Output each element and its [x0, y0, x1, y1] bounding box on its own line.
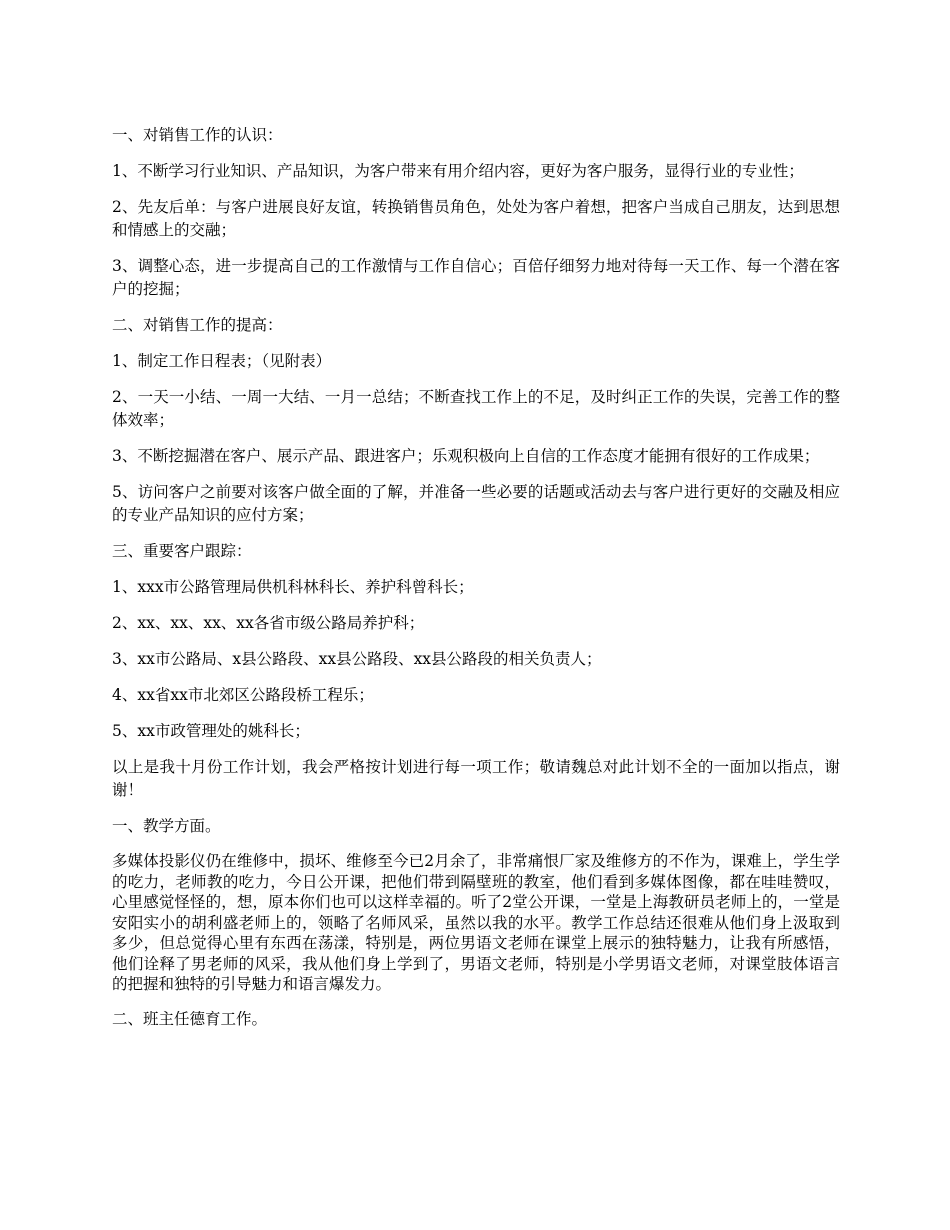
- paragraph-item: 1、不断学习行业知识、产品知识，为客户带来有用介绍内容，更好为客户服务，显得行业的专业性；: [112, 162, 804, 180]
- paragraph-item: 2、一天一小结、一周一大结、一月一总结；不断查找工作上的不足，及时纠正工作的失误，完善工作的整体效率；: [112, 388, 840, 429]
- teaching-paragraph: 多媒体投影仪仍在维修中，损坏、维修至今已2月余了，非常痛恨厂家及维修方的不作为，课难上，学生学的吃力，老师教的吃力，今日公开课，把他们带到隔壁班的教室，他们看到多媒体图像，都在哇哇赞叹，心里感觉怪怪的，想，原本你们也可以这样幸福的。听了2堂公开课，一堂是上海教研员老师上的，一堂是安阳实小的胡利盛老师上的，领略了名师风采，虽然以我的水平。教学工作总结还很难从他们身上汲取到多少，但总觉得心里有东西在荡漾，特别是，两位男语文老师在课堂上展示的独特魅力，让我有所感悟，他们诠释了男老师的风采，我从他们身上学到了，男语文老师，特别是小学男语文老师，对课堂肢体语言的把握和独特的引导魅力和语言爆发力。: [112, 852, 840, 993]
- client-item: 2、xx、xx、xx、xx各省市级公路局养护科；: [112, 614, 425, 632]
- client-item: 3、xx市公路局、x县公路段、xx县公路段、xx县公路段的相关负责人；: [112, 650, 602, 668]
- document-page: [112, 124, 840, 1044]
- paragraph-item: 3、调整心态，进一步提高自己的工作激情与工作自信心；百倍仔细努力地对待每一天工作、每一个潜在客户的挖掘；: [112, 257, 840, 298]
- paragraph-item: 1、制定工作日程表；（见附表）: [112, 352, 332, 370]
- section-heading-sales-understanding: 一、对销售工作的认识：: [112, 126, 283, 144]
- paragraph-item: 5、访问客户之前要对该客户做全面的了解，并准备一些必要的话题或活动去与客户进行更好的交融及相应的专业产品知识的应付方案；: [112, 483, 840, 524]
- client-item: 4、xx省xx市北郊区公路段桥工程乐；: [112, 686, 374, 704]
- section-heading-key-clients: 三、重要客户跟踪：: [112, 542, 252, 560]
- section-heading-sales-improvement: 二、对销售工作的提高：: [112, 316, 283, 334]
- paragraph-item: 3、不断挖掘潜在客户、展示产品、跟进客户；乐观积极向上自信的工作态度才能拥有很好的工作成果；: [112, 447, 820, 465]
- client-item: 1、xxx市公路管理局供机科林科长、养护科曾科长；: [112, 578, 474, 596]
- closing-paragraph: 以上是我十月份工作计划，我会严格按计划进行每一项工作；敬请魏总对此计划不全的一面加以指点，谢谢！: [112, 758, 840, 799]
- section-heading-teaching: 一、教学方面。: [112, 817, 221, 835]
- client-item: 5、xx市政管理处的姚科长；: [112, 722, 310, 740]
- section-heading-class-moral-education: 二、班主任德育工作。: [112, 1009, 268, 1028]
- paragraph-item: 2、先友后单：与客户进展良好友谊，转换销售员角色，处处为客户着想，把客户当成自己朋友，达到思想和情感上的交融；: [112, 198, 840, 239]
